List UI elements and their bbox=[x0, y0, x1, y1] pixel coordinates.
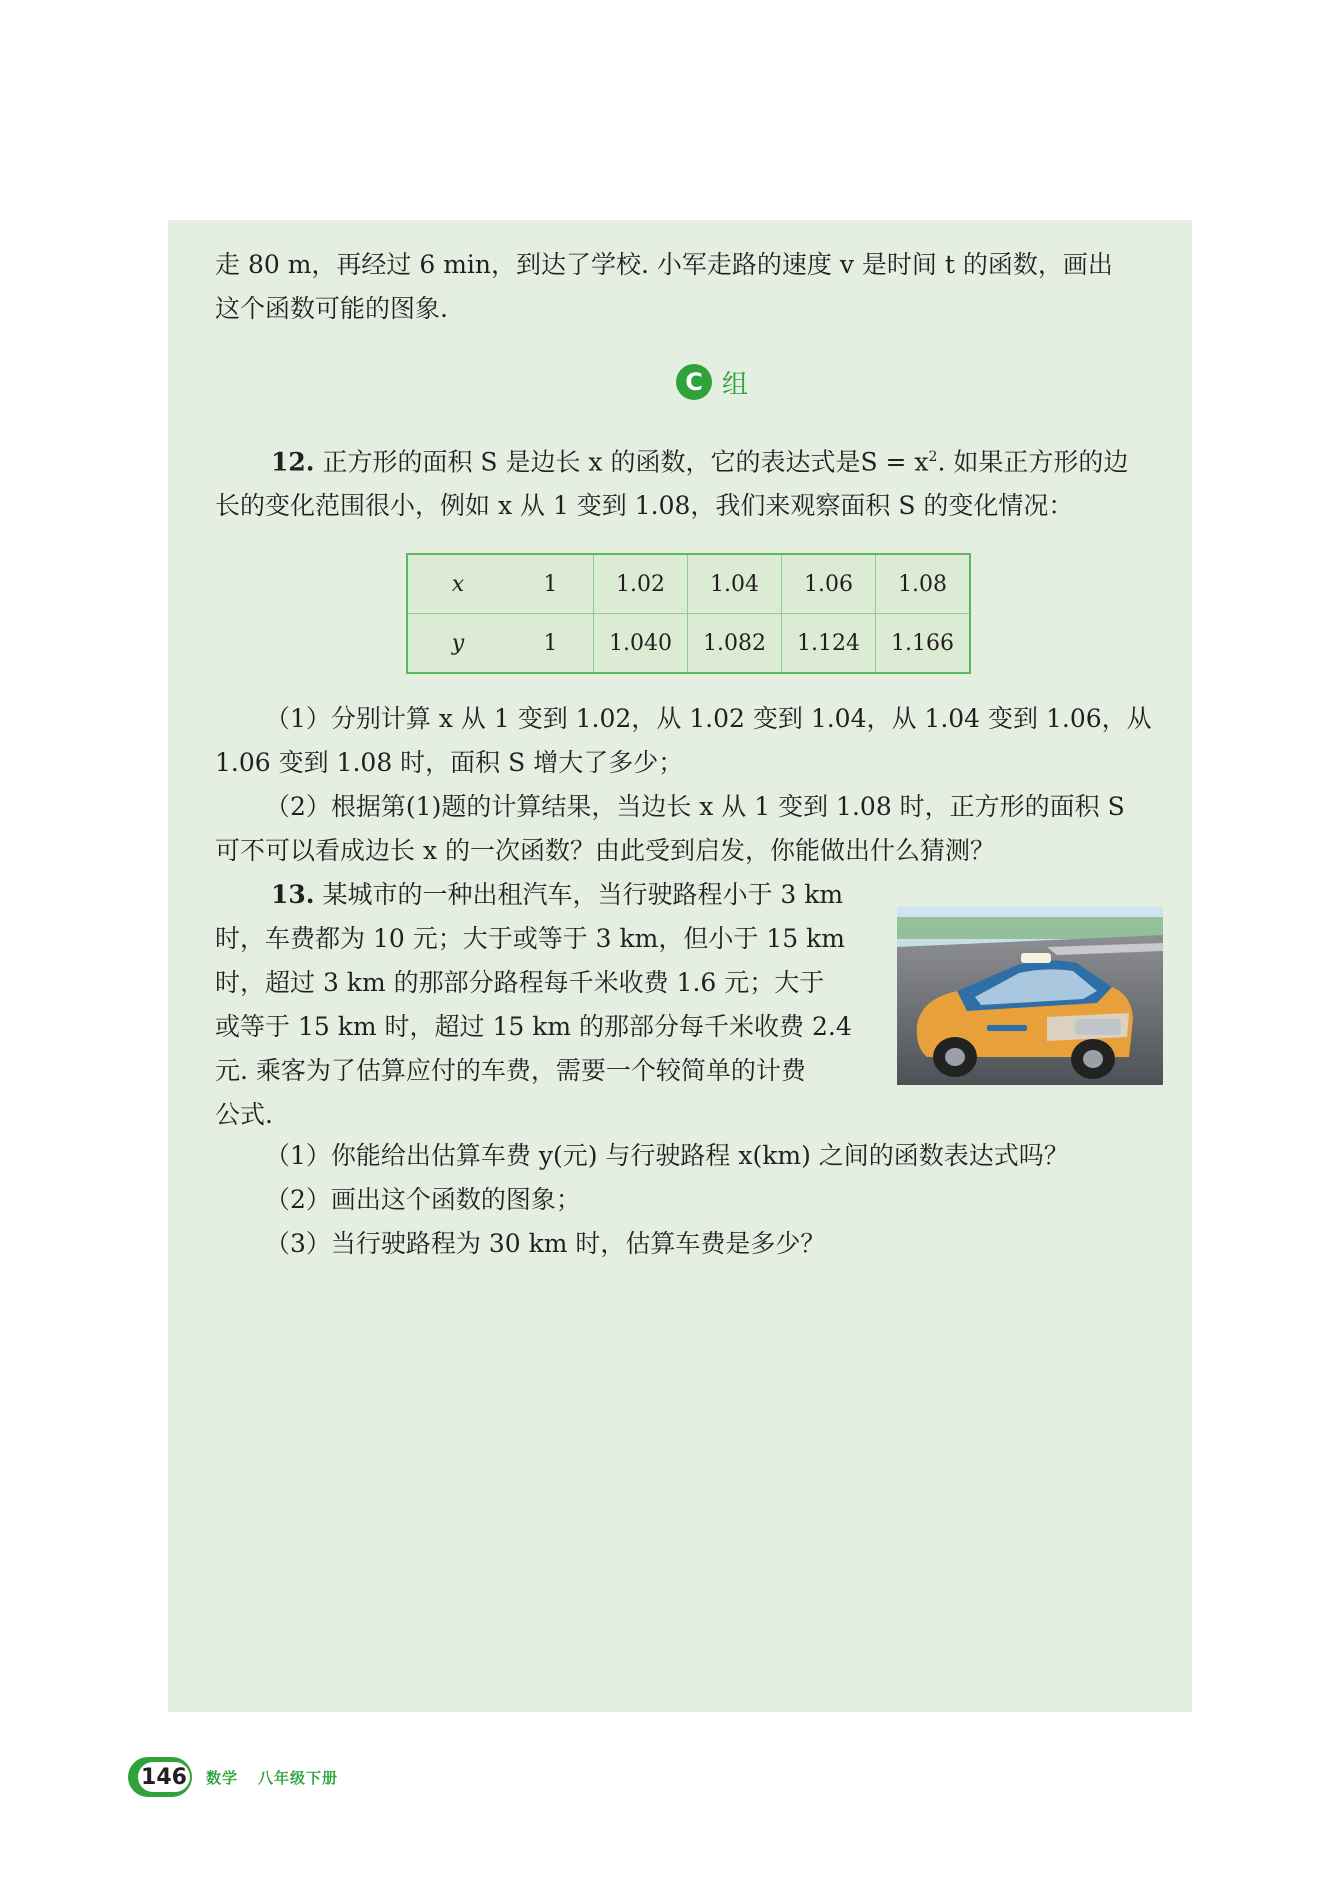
table-cell: 1.166 bbox=[876, 614, 971, 674]
problem-12-line2: 长的变化范围很小，例如 x 从 1 变到 1.08，我们来观察面积 S 的变化情况： bbox=[215, 491, 1074, 521]
problem-12-q2-line1: （2）根据第(1)题的计算结果，当边长 x 从 1 变到 1.08 时，正方形的面积 S bbox=[265, 792, 1125, 821]
table-cell: 1 bbox=[508, 614, 594, 674]
table-cell: 1.04 bbox=[688, 554, 782, 614]
problem-13-line1: 某城市的一种出租汽车，当行驶路程小于 3 km bbox=[322, 880, 844, 909]
problem-13-questions bbox=[215, 1134, 1165, 1266]
problem-12-text bbox=[215, 435, 1165, 528]
group-heading bbox=[676, 362, 748, 402]
table-cell: 1.082 bbox=[688, 614, 782, 674]
problem-12-line1a: 正方形的面积 S 是边长 x 的函数，它的表达式是S = x bbox=[322, 447, 929, 477]
problem-12-line1b: . 如果正方形的边 bbox=[937, 447, 1129, 477]
top-paragraph bbox=[215, 243, 1165, 331]
page-footer bbox=[128, 1755, 358, 1799]
problem-13-number: 13. bbox=[271, 880, 315, 909]
table-cell: 1.040 bbox=[594, 614, 688, 674]
square-area-table bbox=[406, 553, 971, 674]
table-row-y bbox=[407, 614, 970, 674]
table-cell: 1.124 bbox=[782, 614, 876, 674]
problem-12-superscript: 2 bbox=[928, 449, 938, 465]
problem-12-q1-line2: 1.06 变到 1.08 时，面积 S 增大了多少； bbox=[215, 748, 684, 777]
problem-12-questions bbox=[215, 697, 1165, 873]
problem-13-line6: 公式. bbox=[215, 1100, 273, 1129]
group-c-badge-icon: C bbox=[676, 364, 712, 400]
table-cell: 1.08 bbox=[876, 554, 971, 614]
problem-13-line3: 时，超过 3 km 的那部分路程每千米收费 1.6 元；大于 bbox=[215, 968, 825, 997]
problem-13-q1: （1）你能给出估算车费 y(元) 与行驶路程 x(km) 之间的函数表达式吗？ bbox=[265, 1141, 1069, 1170]
table-cell: 1.02 bbox=[594, 554, 688, 614]
problem-12-number: 12. bbox=[271, 447, 315, 477]
problem-13-line4: 或等于 15 km 时，超过 15 km 的那部分每千米收费 2.4 bbox=[215, 1012, 852, 1041]
table-row-label: x bbox=[451, 571, 465, 597]
page-number-badge bbox=[128, 1757, 192, 1797]
top-paragraph-line1: 走 80 m，再经过 6 min，到达了学校. 小军走路的速度 v 是时间 t 的函数，画出 bbox=[215, 250, 1113, 279]
problem-13-line5: 元. 乘客为了估算应付的车费，需要一个较简单的计费 bbox=[215, 1056, 806, 1085]
problem-13-q2: （2）画出这个函数的图象； bbox=[265, 1185, 581, 1214]
top-paragraph-line2: 这个函数可能的图象. bbox=[215, 294, 448, 323]
problem-13-line2: 时，车费都为 10 元；大于或等于 3 km，但小于 15 km bbox=[215, 924, 845, 953]
page-number: 146 bbox=[138, 1762, 190, 1792]
group-label: 组 bbox=[722, 369, 749, 400]
problem-12-q2-line2: 可不可以看成边长 x 的一次函数？由此受到启发，你能做出什么猜测？ bbox=[215, 836, 995, 865]
problem-13-text bbox=[215, 873, 875, 1137]
table-cell: 1.06 bbox=[782, 554, 876, 614]
table-cell: 1 bbox=[543, 571, 558, 597]
footer-grade: 八年级下册 bbox=[258, 1768, 339, 1787]
taxi-photo bbox=[897, 907, 1163, 1085]
footer-subject: 数学 bbox=[206, 1768, 239, 1787]
table-row-x bbox=[407, 554, 970, 614]
table-row-label: y bbox=[407, 614, 508, 674]
problem-13-q3: （3）当行驶路程为 30 km 时，估算车费是多少？ bbox=[265, 1229, 826, 1258]
footer-book-title bbox=[206, 1767, 358, 1788]
problem-12-q1-line1: （1）分别计算 x 从 1 变到 1.02，从 1.02 变到 1.04，从 1.04 变到 1.06，从 bbox=[265, 704, 1152, 733]
